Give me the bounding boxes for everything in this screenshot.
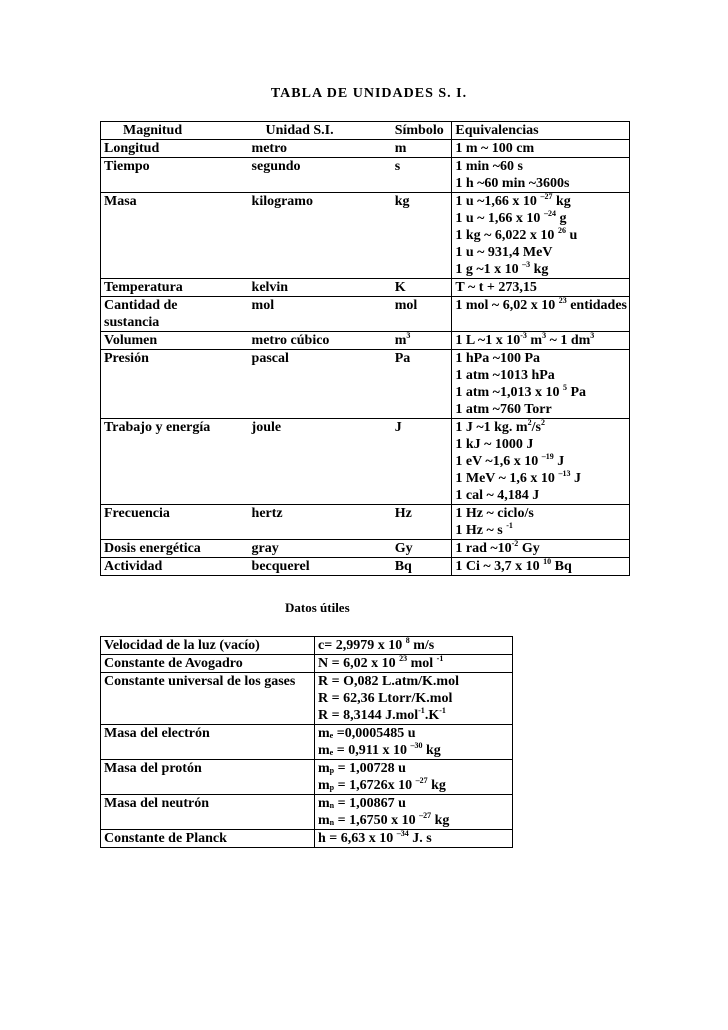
unit-cell: metro bbox=[251, 141, 288, 156]
magnitude-cell: Actividad bbox=[101, 558, 249, 576]
constant-value-cell: h = 6,63 x 10 $^{-34}$ J. s bbox=[315, 830, 513, 848]
useful-data-title: Datos útiles bbox=[285, 600, 350, 615]
table-row bbox=[101, 158, 630, 193]
symbol-cell: s bbox=[394, 159, 401, 174]
equivalence-cell: 1 min ~60 s 1 h ~60 min ~3600s bbox=[452, 158, 630, 193]
table-row bbox=[101, 637, 513, 655]
constant-name-cell: Constante universal de los gases bbox=[101, 673, 315, 725]
symbol-cell: Gy bbox=[394, 541, 413, 556]
equivalence-cell: 1 m ~ 100 cm bbox=[452, 140, 630, 158]
equivalence-cell: 1 u ~1,66 x 10 $^{-27}$ kg 1 u ~ 1,66 x 10 $^{-24}$ g 1 kg ~ 6,022 x 10 $^{26}$ u 1 u ~ 931,4 MeV 1 g ~1 x 10 $^{-3}$ kg bbox=[452, 193, 630, 279]
table-row bbox=[101, 540, 630, 558]
magnitude-cell: Presión bbox=[101, 350, 249, 419]
units-header-cell: Unidad S.I. bbox=[265, 123, 334, 138]
constant-value-cell: c= 2,9979 x 10 $^8$ m/s bbox=[315, 637, 513, 655]
table-row bbox=[101, 419, 630, 505]
table-row bbox=[101, 673, 513, 725]
units-table bbox=[100, 121, 630, 576]
symbol-cell: kg bbox=[394, 194, 410, 209]
symbol-cell: Hz bbox=[394, 506, 412, 521]
equivalence-cell: 1 L ~1 x $10^{-3}$ $m^3$ ~ 1 $dm^3$ bbox=[452, 332, 630, 350]
magnitude-cell: Tiempo bbox=[101, 158, 249, 193]
table-row bbox=[101, 297, 630, 332]
symbol-cell: Pa bbox=[394, 351, 411, 366]
symbol-cell: J bbox=[394, 420, 402, 435]
constant-value-cell: $m_p = 1,00728$ u $m_p = 1,6726x$ 10 $^{-27}$ kg bbox=[315, 760, 513, 795]
unit-cell: becquerel bbox=[251, 559, 310, 574]
unit-cell: metro cúbico bbox=[251, 333, 330, 348]
equivalence-cell: 1 Hz ~ ciclo/s 1 Hz ~ s $^{-1}$ bbox=[452, 505, 630, 540]
useful-data-table bbox=[100, 636, 513, 848]
equivalence-cell: 1 mol ~ 6,02 x 10 $^{23}$ entidades bbox=[452, 297, 630, 332]
symbol-cell: mol bbox=[394, 298, 418, 313]
symbol-cell: Bq bbox=[394, 559, 412, 574]
constant-value-cell: $m_n = 1,00867$ u $m_n = 1,6750$ x 10 $^{-27}$ kg bbox=[315, 795, 513, 830]
units-header-cell: Magnitud bbox=[101, 122, 249, 140]
constant-name-cell: Constante de Avogadro bbox=[101, 655, 315, 673]
magnitude-cell: Volumen bbox=[101, 332, 249, 350]
table-row bbox=[101, 760, 513, 795]
units-header-cell: Equivalencias bbox=[452, 122, 630, 140]
table-row bbox=[101, 193, 630, 279]
table-row bbox=[101, 795, 513, 830]
unit-cell: segundo bbox=[251, 159, 301, 174]
constant-name-cell: Masa del neutrón bbox=[101, 795, 315, 830]
table-row bbox=[101, 332, 630, 350]
unit-cell: kilogramo bbox=[251, 194, 313, 209]
page-title: TABLA DE UNIDADES S. I. bbox=[270, 86, 468, 101]
unit-cell: kelvin bbox=[251, 280, 289, 295]
constant-name-cell: Constante de Planck bbox=[101, 830, 315, 848]
equivalence-cell: 1 J ~1 kg. $m^2/s^2$ 1 kJ ~ 1000 J 1 eV ~1,6 x 10 $^{-19}$ J 1 MeV ~ 1,6 x 10 $^{-13}$ J 1 cal ~ 4,184 J bbox=[452, 419, 630, 505]
table-row bbox=[101, 505, 630, 540]
magnitude-cell: Cantidad de sustancia bbox=[101, 297, 249, 332]
constant-value-cell: $m_e =0,0005485$ u $m_e = 0,911$ x 10 $^{-30}$ kg bbox=[315, 725, 513, 760]
table-row bbox=[101, 830, 513, 848]
unit-cell: pascal bbox=[251, 351, 289, 366]
constant-name-cell: Masa del electrón bbox=[101, 725, 315, 760]
unit-cell: hertz bbox=[251, 506, 283, 521]
magnitude-cell: Dosis energética bbox=[101, 540, 249, 558]
magnitude-cell: Trabajo y energía bbox=[101, 419, 249, 505]
unit-cell: mol bbox=[251, 298, 275, 313]
equivalence-cell: T ~ t + 273,15 bbox=[452, 279, 630, 297]
symbol-cell: $m^3$ bbox=[394, 331, 411, 348]
constant-value-cell: N = 6,02 x 10 $^{23}$ mol $^{-1}$ bbox=[315, 655, 513, 673]
units-header-cell: Símbolo bbox=[394, 123, 444, 138]
magnitude-cell: Frecuencia bbox=[101, 505, 249, 540]
table-row bbox=[101, 558, 630, 576]
constant-name-cell: Velocidad de la luz (vacío) bbox=[101, 637, 315, 655]
symbol-cell: m bbox=[394, 141, 407, 156]
table-row bbox=[101, 279, 630, 297]
table-row bbox=[101, 725, 513, 760]
symbol-cell: K bbox=[394, 280, 406, 295]
equivalence-cell: 1 Ci ~ 3,7 x 10 $^{10}$ Bq bbox=[452, 558, 630, 576]
constant-name-cell: Masa del protón bbox=[101, 760, 315, 795]
magnitude-cell: Temperatura bbox=[101, 279, 249, 297]
unit-cell: gray bbox=[251, 541, 279, 556]
equivalence-cell: 1 rad $\sim 10^{-2}$ Gy bbox=[452, 540, 630, 558]
equivalence-cell: 1 hPa ~100 Pa 1 atm ~1013 hPa 1 atm ~1,013 x 10 $^5$ Pa 1 atm ~760 Torr bbox=[452, 350, 630, 419]
unit-cell: joule bbox=[251, 420, 282, 435]
constant-value-cell: R = O,082 L.atm/K.mol R = 62,36 Ltorr/K.mol R = 8,3144 $J.mol^{-1}.K^{-1}$ bbox=[315, 673, 513, 725]
table-row bbox=[101, 350, 630, 419]
magnitude-cell: Masa bbox=[101, 193, 249, 279]
magnitude-cell: Longitud bbox=[101, 140, 249, 158]
table-row bbox=[101, 140, 630, 158]
table-row bbox=[101, 655, 513, 673]
